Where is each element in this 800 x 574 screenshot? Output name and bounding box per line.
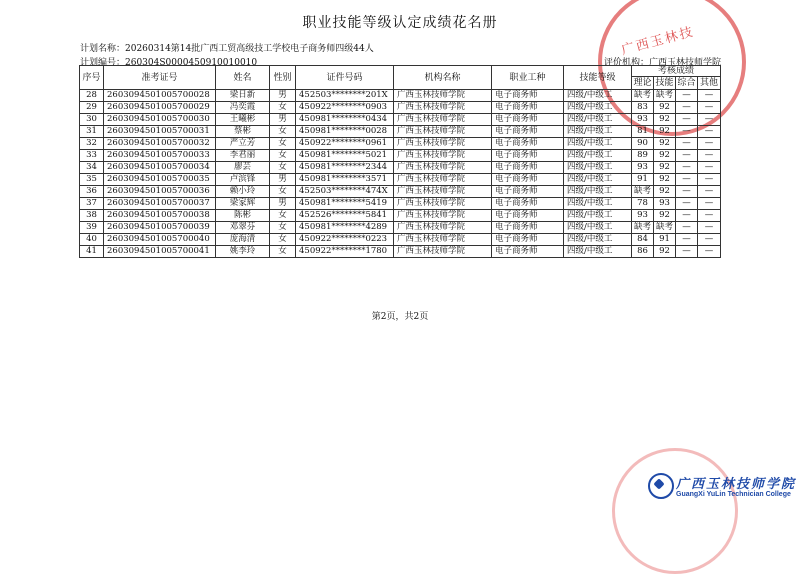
cell-cert: 450981********3571 <box>296 174 394 186</box>
cell-skill: 93 <box>654 198 676 210</box>
cell-ticket: 2603094501005700031 <box>104 126 216 138</box>
cell-seq: 38 <box>80 210 104 222</box>
cell-ticket: 2603094501005700035 <box>104 174 216 186</box>
cell-job: 电子商务师 <box>492 150 564 162</box>
cell-level: 四级/中级工 <box>564 222 632 234</box>
cell-skill: 92 <box>654 114 676 126</box>
cell-other: — <box>698 198 721 210</box>
cell-level: 四级/中级工 <box>564 102 632 114</box>
cell-job: 电子商务师 <box>492 138 564 150</box>
cell-theory: 93 <box>632 210 654 222</box>
cell-cert: 450981********0028 <box>296 126 394 138</box>
cell-name: 梁日新 <box>216 90 270 102</box>
cell-org: 广西玉林技师学院 <box>394 186 492 198</box>
cell-other: — <box>698 234 721 246</box>
header-seq: 序号 <box>80 66 104 90</box>
cell-theory: 93 <box>632 114 654 126</box>
header-ticket: 准考证号 <box>104 66 216 90</box>
cell-level: 四级/中级工 <box>564 234 632 246</box>
cell-ticket: 2603094501005700033 <box>104 150 216 162</box>
cell-seq: 28 <box>80 90 104 102</box>
cell-ticket: 2603094501005700041 <box>104 246 216 258</box>
cell-gender: 女 <box>270 150 296 162</box>
cell-combined: — <box>676 138 698 150</box>
cell-other: — <box>698 222 721 234</box>
plan-number: 计划编号：260304S0000450910010010 <box>80 58 258 68</box>
cell-gender: 女 <box>270 210 296 222</box>
header-org: 机构名称 <box>394 66 492 90</box>
cell-theory: 缺考 <box>632 90 654 102</box>
table-row <box>80 90 721 102</box>
cell-other: — <box>698 162 721 174</box>
cell-level: 四级/中级工 <box>564 90 632 102</box>
college-name-cn: 广西玉林技师学院 <box>676 477 797 492</box>
cell-org: 广西玉林技师学院 <box>394 198 492 210</box>
cell-combined: — <box>676 174 698 186</box>
cell-skill: 缺考 <box>654 90 676 102</box>
cell-job: 电子商务师 <box>492 162 564 174</box>
cell-org: 广西玉林技师学院 <box>394 222 492 234</box>
cell-ticket: 2603094501005700039 <box>104 222 216 234</box>
table-row <box>80 198 721 210</box>
cell-combined: — <box>676 162 698 174</box>
cell-name: 陈彬 <box>216 210 270 222</box>
cell-job: 电子商务师 <box>492 174 564 186</box>
cell-org: 广西玉林技师学院 <box>394 150 492 162</box>
cell-job: 电子商务师 <box>492 126 564 138</box>
cell-gender: 女 <box>270 234 296 246</box>
header-job: 职业工种 <box>492 66 564 90</box>
cell-ticket: 2603094501005700037 <box>104 198 216 210</box>
table-row <box>80 186 721 198</box>
cell-name: 李君丽 <box>216 150 270 162</box>
faded-seal-icon <box>612 448 738 574</box>
cell-ticket: 2603094501005700028 <box>104 90 216 102</box>
cell-org: 广西玉林技师学院 <box>394 234 492 246</box>
cell-cert: 452503********474X <box>296 186 394 198</box>
cell-name: 姚李玲 <box>216 246 270 258</box>
cell-gender: 女 <box>270 186 296 198</box>
cell-skill: 92 <box>654 150 676 162</box>
cell-other: — <box>698 150 721 162</box>
cell-combined: — <box>676 222 698 234</box>
header-score-group: 考核成绩 <box>632 66 721 77</box>
cell-combined: — <box>676 126 698 138</box>
cell-ticket: 2603094501005700038 <box>104 210 216 222</box>
cell-org: 广西玉林技师学院 <box>394 210 492 222</box>
seal-text: 广西玉林技 <box>619 24 697 59</box>
evaluation-org: 评价机构：广西玉林技师学院 <box>604 58 722 68</box>
cell-gender: 男 <box>270 90 296 102</box>
cell-combined: — <box>676 210 698 222</box>
cell-gender: 女 <box>270 222 296 234</box>
cell-skill: 缺考 <box>654 222 676 234</box>
cell-cert: 450922********1780 <box>296 246 394 258</box>
table-row <box>80 150 721 162</box>
cell-other: — <box>698 186 721 198</box>
cell-theory: 86 <box>632 246 654 258</box>
cell-theory: 84 <box>632 234 654 246</box>
cell-job: 电子商务师 <box>492 114 564 126</box>
cell-level: 四级/中级工 <box>564 198 632 210</box>
cell-combined: — <box>676 246 698 258</box>
cell-other: — <box>698 90 721 102</box>
cell-gender: 女 <box>270 102 296 114</box>
cell-other: — <box>698 126 721 138</box>
cell-theory: 缺考 <box>632 186 654 198</box>
cell-combined: — <box>676 186 698 198</box>
cell-job: 电子商务师 <box>492 210 564 222</box>
cell-gender: 男 <box>270 198 296 210</box>
cell-cert: 452526********5841 <box>296 210 394 222</box>
table-row <box>80 222 721 234</box>
cell-ticket: 2603094501005700040 <box>104 234 216 246</box>
cell-other: — <box>698 174 721 186</box>
cell-org: 广西玉林技师学院 <box>394 102 492 114</box>
cell-theory: 81 <box>632 126 654 138</box>
cell-org: 广西玉林技师学院 <box>394 114 492 126</box>
cell-theory: 91 <box>632 174 654 186</box>
cell-org: 广西玉林技师学院 <box>394 162 492 174</box>
cell-combined: — <box>676 90 698 102</box>
header-level: 技能等级 <box>564 66 632 90</box>
header-combined: 综合 <box>677 78 696 88</box>
cell-cert: 450981********2344 <box>296 162 394 174</box>
cell-org: 广西玉林技师学院 <box>394 90 492 102</box>
cell-other: — <box>698 138 721 150</box>
cell-cert: 450922********0223 <box>296 234 394 246</box>
cell-level: 四级/中级工 <box>564 150 632 162</box>
table-row <box>80 114 721 126</box>
cell-name: 冯奕霞 <box>216 102 270 114</box>
cell-name: 严立芳 <box>216 138 270 150</box>
cell-ticket: 2603094501005700029 <box>104 102 216 114</box>
cell-cert: 450981********5419 <box>296 198 394 210</box>
cell-theory: 78 <box>632 198 654 210</box>
cell-name: 梁家辉 <box>216 198 270 210</box>
cell-skill: 92 <box>654 186 676 198</box>
table-row <box>80 246 721 258</box>
cell-gender: 男 <box>270 174 296 186</box>
cell-job: 电子商务师 <box>492 246 564 258</box>
cell-gender: 女 <box>270 162 296 174</box>
cell-ticket: 2603094501005700036 <box>104 186 216 198</box>
cell-seq: 41 <box>80 246 104 258</box>
cell-skill: 92 <box>654 162 676 174</box>
cell-seq: 33 <box>80 150 104 162</box>
document-title: 职业技能等级认定成绩花名册 <box>302 15 498 31</box>
cell-cert: 452503********201X <box>296 90 394 102</box>
table-row <box>80 126 721 138</box>
cell-name: 廖芸 <box>216 162 270 174</box>
cell-ticket: 2603094501005700034 <box>104 162 216 174</box>
cell-skill: 92 <box>654 246 676 258</box>
cell-seq: 40 <box>80 234 104 246</box>
cell-skill: 92 <box>654 174 676 186</box>
cell-theory: 93 <box>632 162 654 174</box>
table-row <box>80 174 721 186</box>
header-cert: 证件号码 <box>296 66 394 90</box>
cell-level: 四级/中级工 <box>564 126 632 138</box>
score-roster-table <box>79 65 721 258</box>
cell-cert: 450981********0434 <box>296 114 394 126</box>
cell-gender: 女 <box>270 126 296 138</box>
cell-level: 四级/中级工 <box>564 114 632 126</box>
header-theory: 理论 <box>633 78 652 88</box>
cell-name: 邓翠芬 <box>216 222 270 234</box>
cell-skill: 92 <box>654 126 676 138</box>
cell-level: 四级/中级工 <box>564 162 632 174</box>
cell-seq: 35 <box>80 174 104 186</box>
cell-skill: 92 <box>654 210 676 222</box>
table-row <box>80 210 721 222</box>
cell-org: 广西玉林技师学院 <box>394 126 492 138</box>
cell-gender: 女 <box>270 138 296 150</box>
cell-theory: 90 <box>632 138 654 150</box>
cell-job: 电子商务师 <box>492 102 564 114</box>
cell-theory: 83 <box>632 102 654 114</box>
college-name-en: GuangXi YuLin Technician College <box>676 491 791 498</box>
cell-skill: 92 <box>654 138 676 150</box>
cell-name: 蔡彬 <box>216 126 270 138</box>
cell-job: 电子商务师 <box>492 186 564 198</box>
cell-combined: — <box>676 198 698 210</box>
cell-other: — <box>698 102 721 114</box>
cell-seq: 36 <box>80 186 104 198</box>
college-logo-icon <box>648 473 674 499</box>
cell-seq: 39 <box>80 222 104 234</box>
cell-skill: 92 <box>654 102 676 114</box>
cell-org: 广西玉林技师学院 <box>394 138 492 150</box>
cell-cert: 450981********4289 <box>296 222 394 234</box>
cell-seq: 34 <box>80 162 104 174</box>
cell-cert: 450981********5021 <box>296 150 394 162</box>
cell-combined: — <box>676 114 698 126</box>
header-skill: 技能 <box>655 78 674 88</box>
cell-seq: 30 <box>80 114 104 126</box>
cell-gender: 男 <box>270 114 296 126</box>
cell-seq: 29 <box>80 102 104 114</box>
header-gender: 性别 <box>270 66 296 90</box>
header-other: 其他 <box>698 77 721 90</box>
cell-combined: — <box>676 102 698 114</box>
cell-name: 王曦彬 <box>216 114 270 126</box>
cell-seq: 31 <box>80 126 104 138</box>
cell-seq: 37 <box>80 198 104 210</box>
cell-other: — <box>698 210 721 222</box>
cell-cert: 450922********0961 <box>296 138 394 150</box>
table-row <box>80 234 721 246</box>
cell-org: 广西玉林技师学院 <box>394 174 492 186</box>
cell-seq: 32 <box>80 138 104 150</box>
cell-theory: 缺考 <box>632 222 654 234</box>
cell-level: 四级/中级工 <box>564 174 632 186</box>
cell-job: 电子商务师 <box>492 90 564 102</box>
page-indicator: 第2页，共2页 <box>371 312 429 322</box>
cell-job: 电子商务师 <box>492 234 564 246</box>
cell-combined: — <box>676 234 698 246</box>
table-row <box>80 162 721 174</box>
cell-level: 四级/中级工 <box>564 186 632 198</box>
cell-level: 四级/中级工 <box>564 138 632 150</box>
cell-job: 电子商务师 <box>492 198 564 210</box>
cell-other: — <box>698 246 721 258</box>
cell-name: 卢滨锋 <box>216 174 270 186</box>
cell-theory: 89 <box>632 150 654 162</box>
cell-skill: 91 <box>654 234 676 246</box>
cell-name: 庞海清 <box>216 234 270 246</box>
cell-level: 四级/中级工 <box>564 210 632 222</box>
cell-org: 广西玉林技师学院 <box>394 246 492 258</box>
cell-job: 电子商务师 <box>492 222 564 234</box>
cell-other: — <box>698 114 721 126</box>
cell-cert: 450922********0903 <box>296 102 394 114</box>
cell-level: 四级/中级工 <box>564 246 632 258</box>
table-row <box>80 138 721 150</box>
cell-combined: — <box>676 150 698 162</box>
table-row <box>80 102 721 114</box>
plan-name: 计划名称：20260314第14批广西工贸高级技工学校电子商务师四级44人 <box>80 44 374 54</box>
cell-gender: 女 <box>270 246 296 258</box>
header-name: 姓名 <box>216 66 270 90</box>
cell-name: 赖小玲 <box>216 186 270 198</box>
cell-ticket: 2603094501005700030 <box>104 114 216 126</box>
cell-ticket: 2603094501005700032 <box>104 138 216 150</box>
